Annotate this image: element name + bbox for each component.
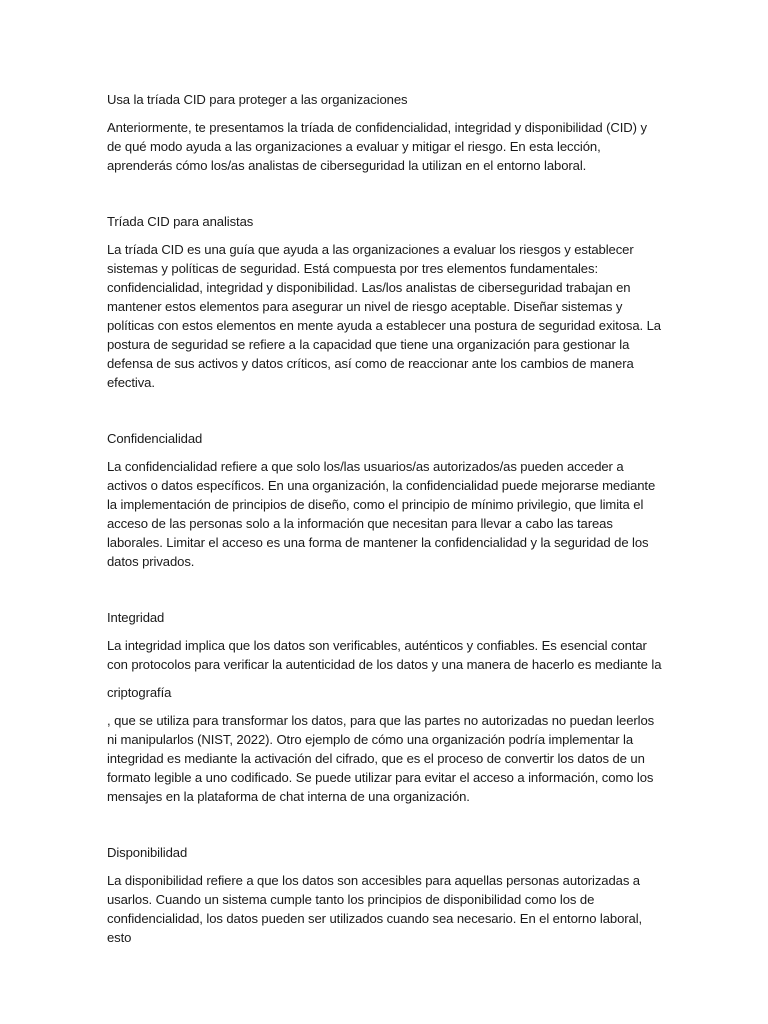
section-body-cia-for-analysts: La tríada CID es una guía que ayuda a las organizaciones a evaluar los riesgos y establecer sistemas y políticas de seguridad. Está compuesta por tres elementos fundamentales: confidencialidad, integridad y disponibilidad. Las/los analistas de ciberseguridad trabajan en mantener estos elementos para asegurar un nivel de riesgo aceptable. Diseñar sistemas y políticas con estos elementos en mente ayuda a establecer una postura de seguridad exitosa. La postura de seguridad se refiere a la capacidad que tiene una organización para gestionar la defensa de sus activos y datos críticos, así como de reaccionar ante los cambios de manera efectiva.: [107, 242, 661, 390]
integrity-term: criptografía: [107, 685, 172, 700]
section-body-confidentiality: La confidencialidad refiere a que solo los/las usuarios/as autorizados/as pueden acceder a activos o datos específicos. En una organización, la confidencialidad puede mejorarse mediante la implementación de principios de diseño, como el principio de mínimo privilegio, que limita el acceso de las personas solo a la información que necesitan para llevar a cabo las tareas laborales. Limitar el acceso es una forma de mantener la confidencialidad y la seguridad de los datos privados.: [107, 459, 656, 569]
section-body-integrity-part1: La integridad implica que los datos son verificables, auténticos y confiables. Es esencial contar con protocolos para verificar la autenticidad de los datos y una manera de hacerlo es mediante la: [107, 638, 662, 672]
section-heading-integrity: Integridad: [107, 610, 165, 625]
section-heading-cia-for-analysts: Tríada CID para analistas: [107, 214, 254, 229]
intro-paragraph: Anteriormente, te presentamos la tríada de confidencialidad, integridad y disponibilidad (CID) y de qué modo ayuda a las organizaciones a evaluar y mitigar el riesgo. En esta lección, aprenderás cómo los/as analistas de ciberseguridad la utilizan en el entorno laboral.: [107, 120, 647, 173]
section-body-availability: La disponibilidad refiere a que los datos son accesibles para aquellas personas autorizadas a usarlos. Cuando un sistema cumple tanto los principios de disponibilidad como los de confidencialidad, los datos pueden ser utilizados cuando sea necesario. En el entorno laboral, esto: [107, 873, 643, 945]
section-body-integrity-part2: , que se utiliza para transformar los datos, para que las partes no autorizadas no puedan leerlos ni manipularlos (NIST, 2022). Otro ejemplo de cómo una organización podría implementar la integridad es mediante la activación del cifrado, que es el proceso de convertir los datos de un formato legible a uno codificado. Se puede utilizar para evitar el acceso a información, como los mensajes en la plataforma de chat interna de una organización.: [107, 713, 655, 804]
section-heading-confidentiality: Confidencialidad: [107, 431, 203, 446]
document-title: Usa la tríada CID para proteger a las organizaciones: [107, 92, 408, 107]
document-content: [107, 90, 663, 984]
section-heading-availability: Disponibilidad: [107, 845, 188, 860]
